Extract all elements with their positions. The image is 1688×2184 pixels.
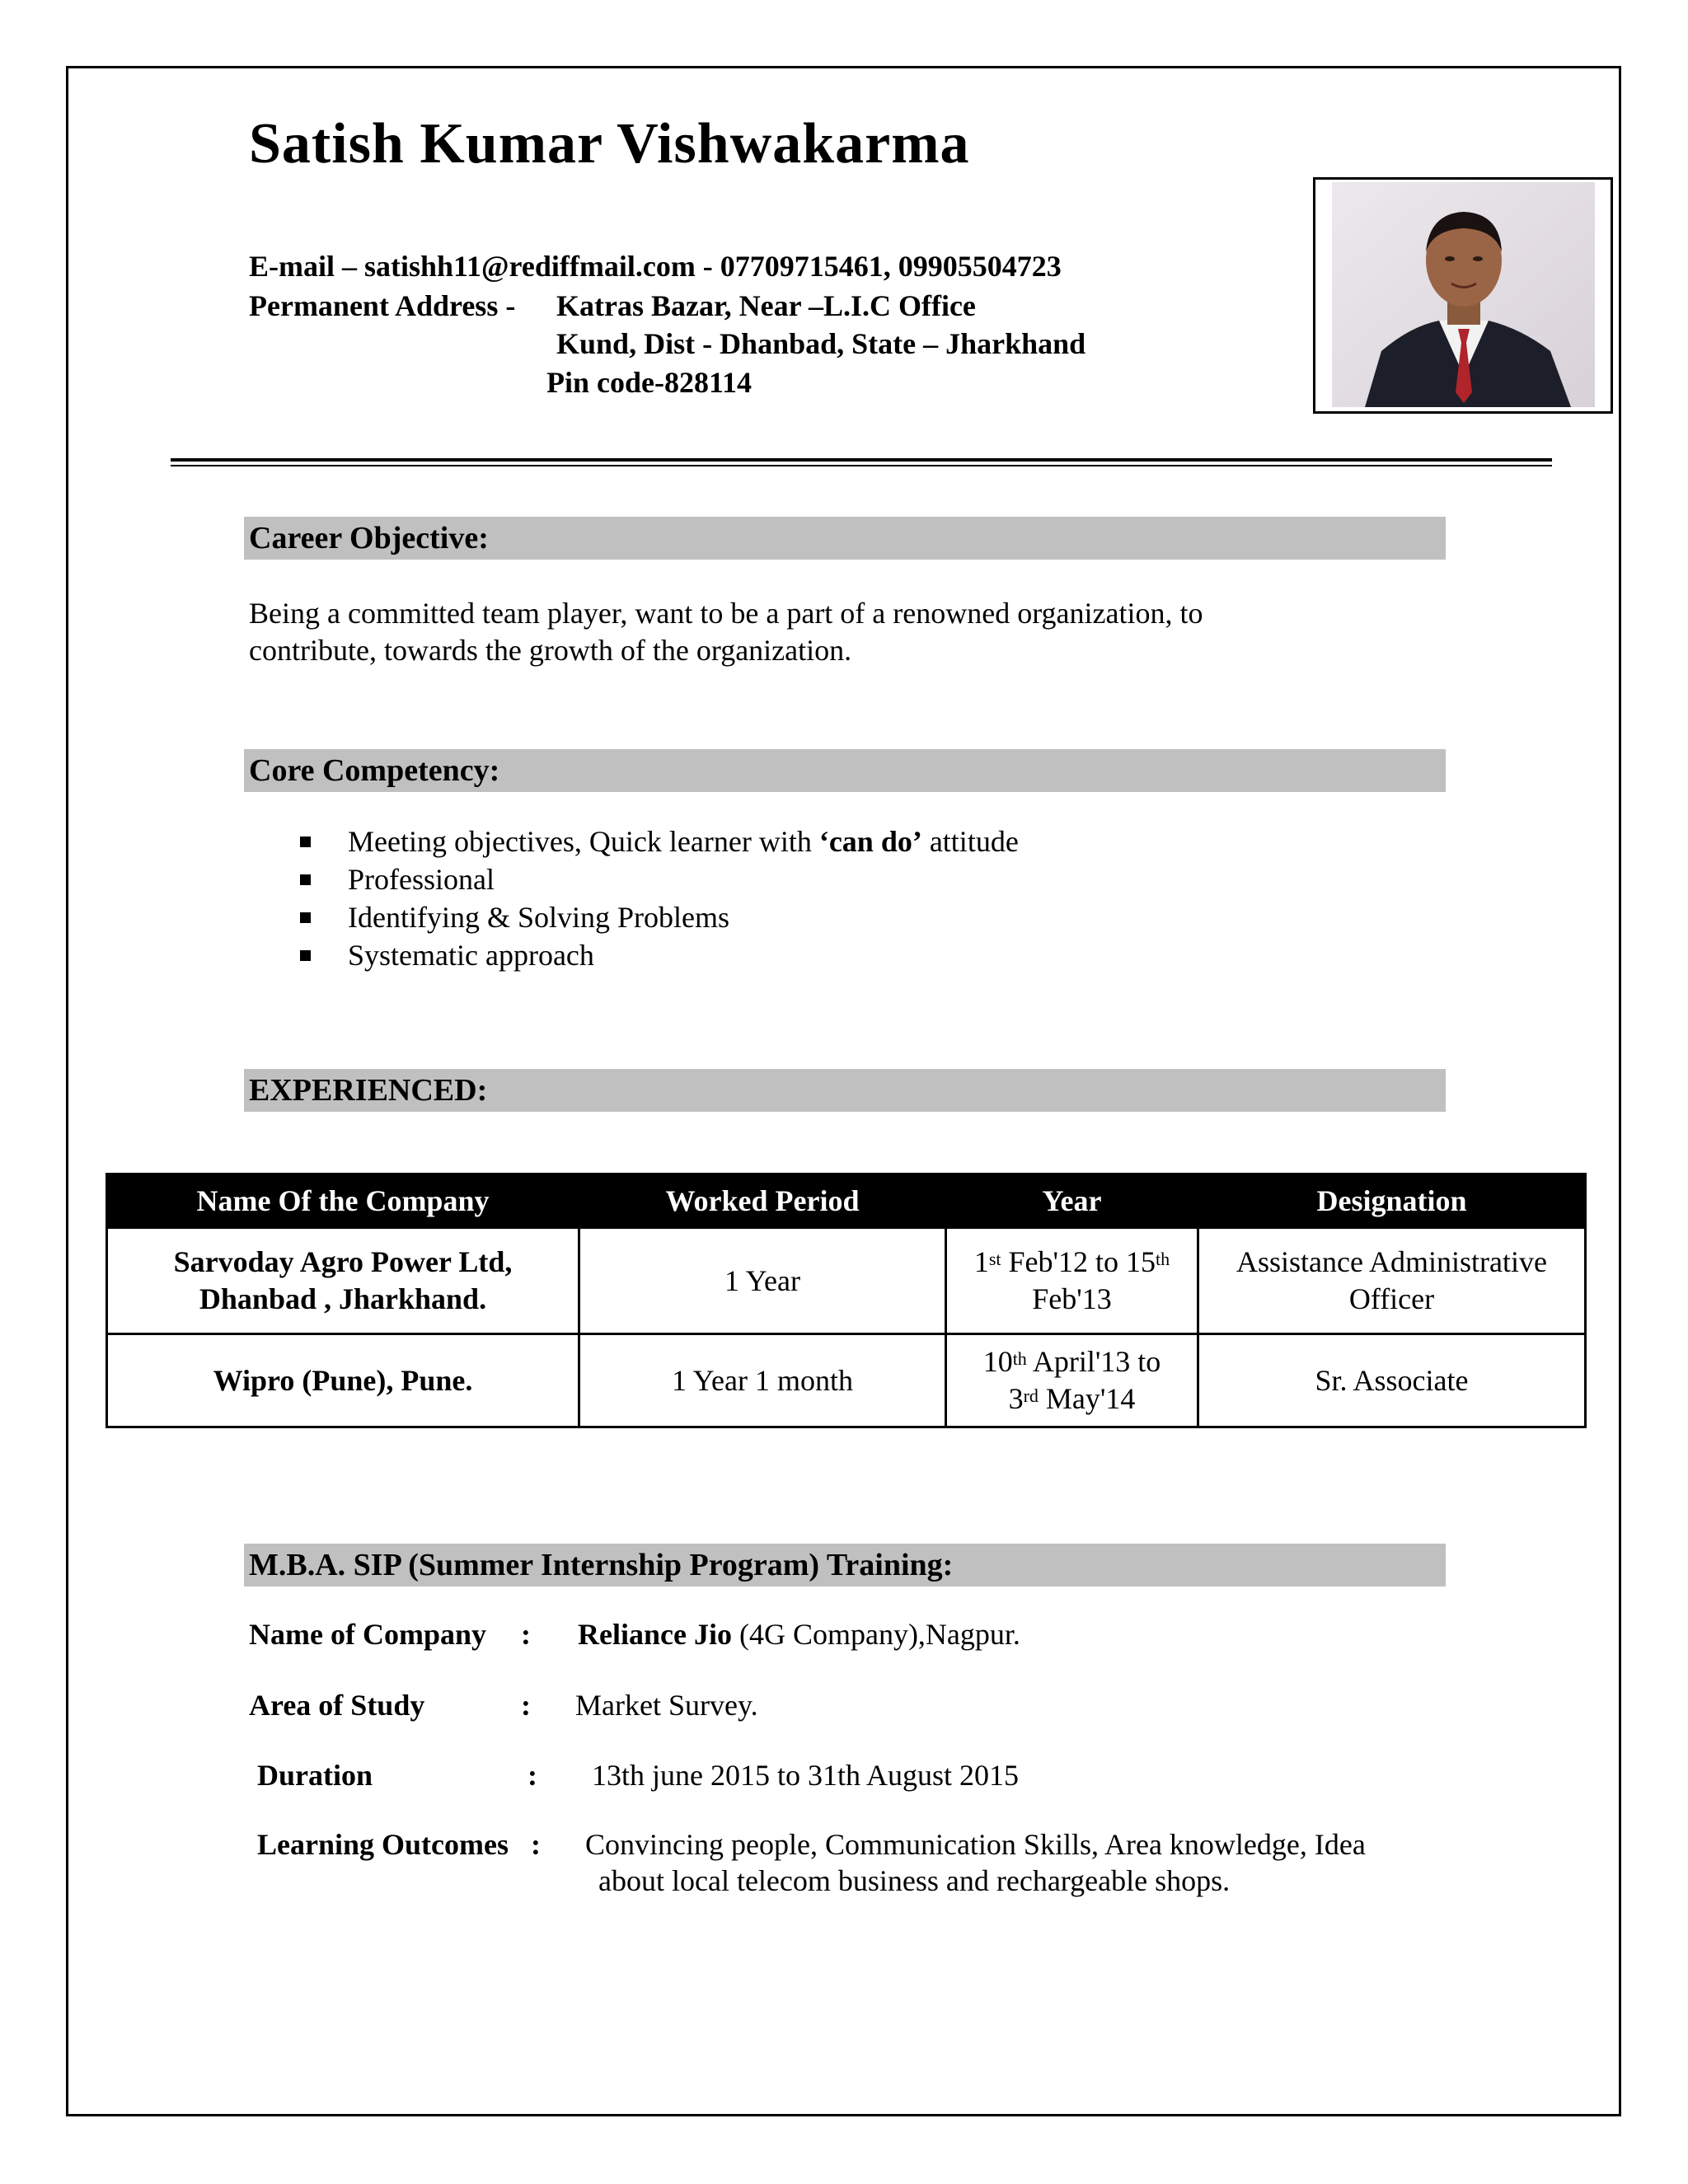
year-cell xyxy=(946,1228,1198,1334)
sip-colon: : xyxy=(521,1618,531,1651)
year-end-text: Feb'13 xyxy=(1032,1282,1112,1315)
year-cell xyxy=(946,1334,1198,1427)
year-start-suffix: st xyxy=(988,1249,1001,1269)
profile-photo xyxy=(1332,182,1595,407)
pin-code: Pin code-828114 xyxy=(546,366,752,399)
sip-heading: M.B.A. SIP (Summer Internship Program) Training: xyxy=(244,1544,1446,1586)
sip-outcomes-label: Learning Outcomes xyxy=(257,1828,509,1861)
core-competency-heading: Core Competency: xyxy=(244,749,1446,792)
designation-line-1: Assistance Administrative xyxy=(1236,1245,1547,1278)
address-line-1: Katras Bazar, Near –L.I.C Office xyxy=(556,289,976,322)
table-row xyxy=(107,1334,1586,1427)
year-range-text: Feb'12 to 15 xyxy=(1001,1245,1156,1278)
career-objective-line-1: Being a committed team player, want to be a part of a renowned organization, to xyxy=(249,597,1203,630)
competency-item-3-text: Identifying & Solving Problems xyxy=(348,901,729,934)
career-objective-line-2: contribute, towards the growth of the organization. xyxy=(249,634,852,667)
sip-area-value: Market Survey. xyxy=(575,1689,758,1722)
email-phone-line: E-mail – satishh11@rediffmail.com - 07709715461, 09905504723 xyxy=(249,250,1062,283)
competency-item-1-text: Meeting objectives, Quick learner with xyxy=(348,825,812,858)
year-end-day: 3 xyxy=(1008,1382,1024,1415)
period-cell: 1 Year xyxy=(579,1228,946,1334)
profile-photo-frame xyxy=(1313,177,1613,414)
sip-area-label: Area of Study xyxy=(249,1689,425,1722)
year-start-day: 1 xyxy=(973,1245,989,1278)
competency-item-2-text: Professional xyxy=(348,863,495,896)
competency-item-1-emphasis: ‘can do’ xyxy=(818,825,922,858)
company-name-line-2: Dhanbad , Jharkhand. xyxy=(199,1282,487,1315)
year-end-suffix: th xyxy=(1156,1249,1170,1269)
company-cell xyxy=(107,1228,579,1334)
career-objective-heading: Career Objective: xyxy=(244,517,1446,560)
sip-colon: : xyxy=(531,1828,541,1861)
year-end-suffix: rd xyxy=(1023,1385,1039,1406)
candidate-name: Satish Kumar Vishwakarma xyxy=(249,112,970,176)
header-rule-thick xyxy=(171,458,1552,462)
sip-outcomes-line-2: about local telecom business and rechargeable shops. xyxy=(598,1864,1231,1897)
col-header-company: Name Of the Company xyxy=(107,1174,579,1228)
year-start-suffix: th xyxy=(1012,1348,1027,1369)
competency-item xyxy=(297,936,1019,974)
sip-outcomes-line-1: Convincing people, Communication Skills, Area knowledge, Idea xyxy=(585,1828,1366,1861)
address-label: Permanent Address - xyxy=(249,289,516,322)
competency-item xyxy=(297,823,1019,860)
header-rule-thin xyxy=(171,465,1552,466)
competency-item xyxy=(297,898,1019,936)
designation-cell: Sr. Associate xyxy=(1198,1334,1586,1427)
address-line-2: Kund, Dist - Dhanbad, State – Jharkhand xyxy=(556,327,1086,360)
col-header-period: Worked Period xyxy=(579,1174,946,1228)
sip-duration-label: Duration xyxy=(257,1759,373,1792)
competency-item xyxy=(297,860,1019,898)
company-name-line-1: Sarvoday Agro Power Ltd, xyxy=(173,1245,513,1278)
col-header-designation: Designation xyxy=(1198,1174,1586,1228)
period-cell: 1 Year 1 month xyxy=(579,1334,946,1427)
col-header-year: Year xyxy=(946,1174,1198,1228)
competency-item-4-text: Systematic approach xyxy=(348,939,594,972)
designation-line-2: Officer xyxy=(1348,1282,1435,1315)
sip-company-name: Reliance Jio xyxy=(578,1618,732,1651)
sip-colon: : xyxy=(521,1689,531,1722)
designation-cell xyxy=(1198,1228,1586,1334)
competency-list xyxy=(297,823,1019,974)
sip-duration-value: 13th june 2015 to 31th August 2015 xyxy=(592,1759,1020,1792)
table-row xyxy=(107,1228,1586,1334)
year-start-day: 10 xyxy=(982,1345,1013,1378)
year-range-text: April'13 to xyxy=(1026,1345,1161,1378)
experience-heading: EXPERIENCED: xyxy=(244,1069,1446,1112)
experience-table xyxy=(106,1173,1587,1428)
year-end-text: May'14 xyxy=(1038,1382,1136,1415)
sip-company-value xyxy=(578,1617,1020,1652)
sip-company-label: Name of Company xyxy=(249,1618,486,1651)
sip-colon: : xyxy=(528,1759,537,1792)
competency-item-1-suffix: attitude xyxy=(929,825,1019,858)
experience-table-header xyxy=(107,1174,1586,1228)
company-cell: Wipro (Pune), Pune. xyxy=(107,1334,579,1427)
sip-company-detail: (4G Company),Nagpur. xyxy=(731,1618,1020,1651)
